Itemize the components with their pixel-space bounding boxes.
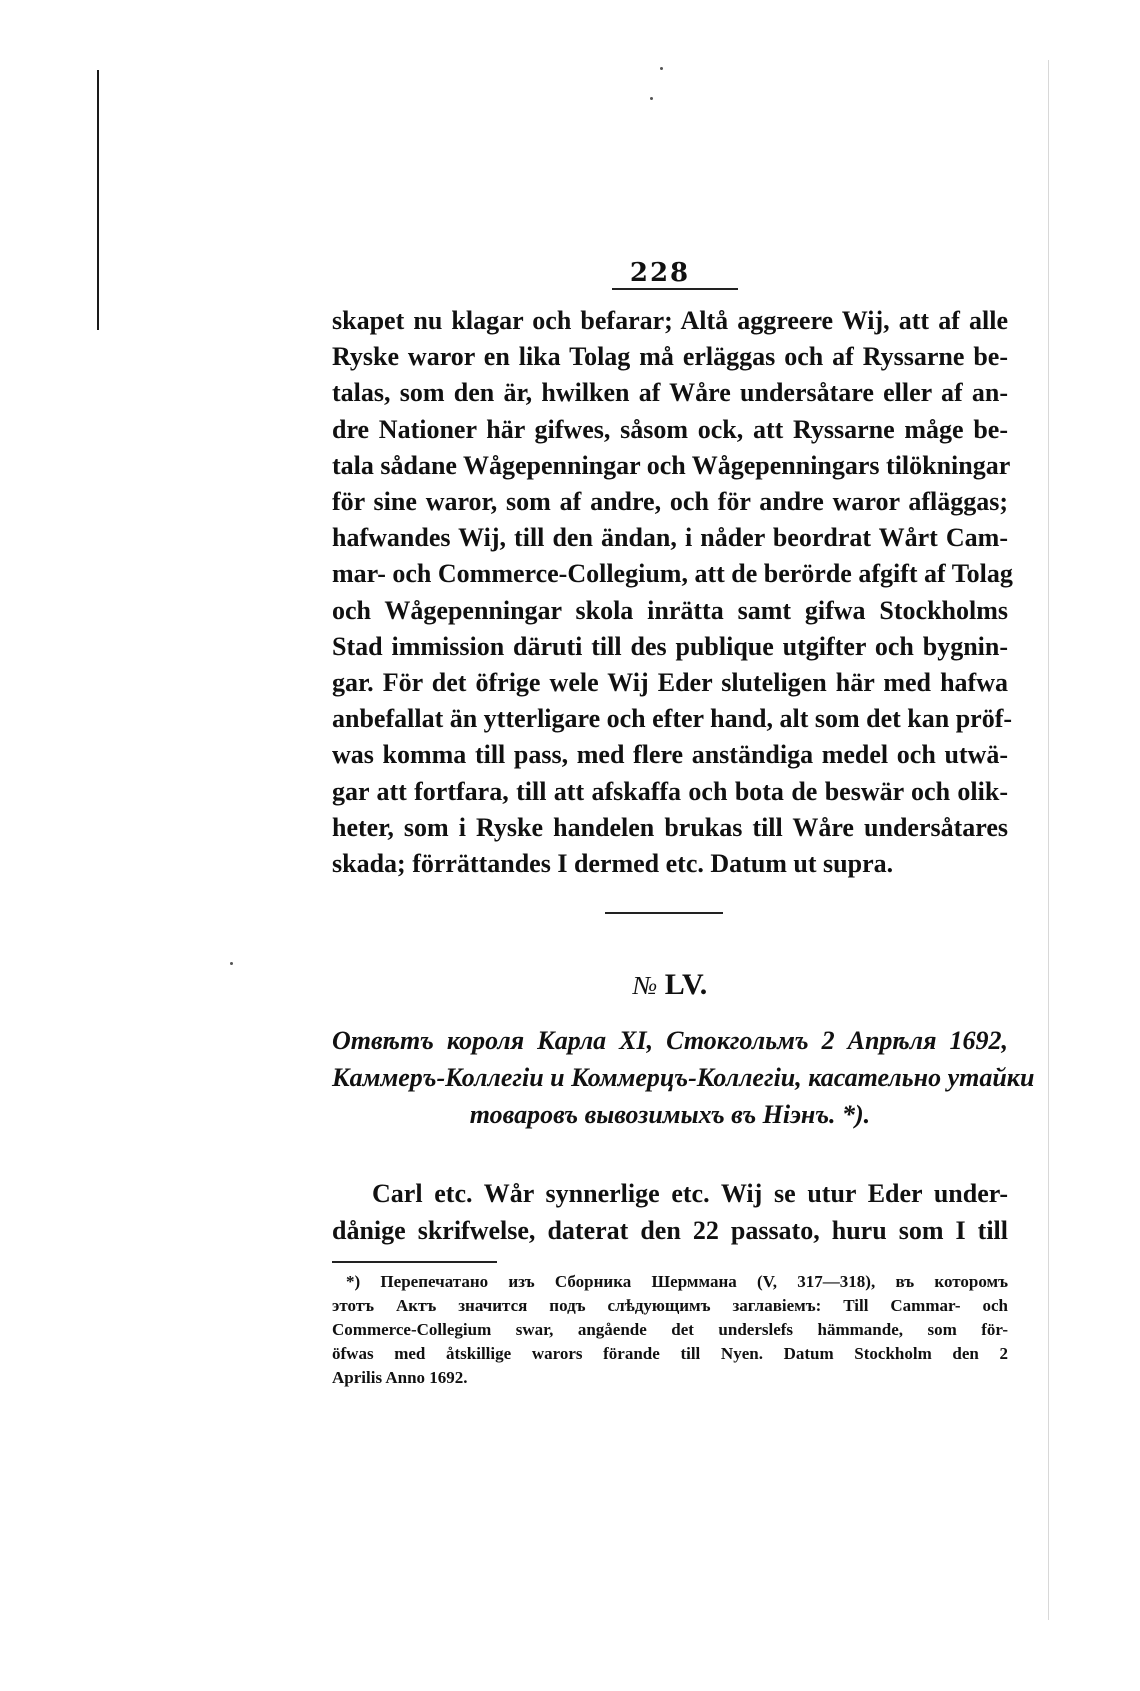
main-paragraph: [332, 303, 1013, 882]
text-line: skada; förrättandes I dermed etc. Datum ut supra.: [332, 849, 894, 879]
text-line: dre Nationer här gifwes, såsom ock, att Ryssarne måge be-: [332, 414, 1008, 444]
scan-speck: [230, 962, 233, 965]
footnote: [332, 1270, 1008, 1390]
text-line: gar att fortfara, till att afskaffa och bota de beswär och olik-: [332, 776, 1008, 806]
document-body: [332, 1175, 1008, 1249]
page-number-rule: [612, 288, 738, 290]
text-line: och Wågepenningar skola inrätta samt gifwa Stockholms: [332, 595, 1008, 625]
footnote-rule: [332, 1261, 497, 1263]
document-number-value: LV.: [664, 968, 708, 1001]
text-line: skapet nu klagar och befarar; Altå aggreere Wij, att af alle: [332, 306, 1008, 335]
text-line: Stad immission däruti till des publique utgifter och bygnin-: [332, 631, 1008, 661]
scan-edge-mark: [97, 70, 99, 330]
text-line: dånige skrifwelse, daterat den 22 passato, huru som I till: [332, 1216, 1008, 1245]
scan-speck: [660, 67, 663, 70]
number-sign: №: [632, 971, 658, 1000]
section-divider: [605, 912, 723, 914]
text-line: heter, som i Ryske handelen brukas till Wåre undersåtares: [332, 812, 1008, 842]
text-line: mar- och Commerce-Collegium, att de berörde afgift af Tolag: [332, 559, 1013, 589]
text-line: anbefallat än ytterligare och efter hand, alt som det kan pröf-: [332, 704, 1013, 734]
page-number: 228: [629, 258, 691, 288]
text-line: för sine waror, som af andre, och för andre waror afläggas;: [332, 487, 1008, 517]
text-line: tala sådane Wågepenningar och Wågepenningars tilökningar: [332, 450, 1011, 480]
text-line: talas, som den är, hwilken af Wåre undersåtare eller af an-: [332, 378, 1008, 408]
document-heading: [332, 1022, 1035, 1133]
scan-speck: [650, 97, 653, 100]
footnote-line: этотъ Актъ значится подъ слѣдующимъ заглавіемъ: Till Cammar- och: [332, 1296, 1008, 1315]
footnote-line: Commerce-Collegium swar, angående det underslefs hämmande, som för-: [332, 1320, 1008, 1339]
heading-line: Каммеръ-Коллегіи и Коммерцъ-Коллегіи, касательно утайки: [332, 1063, 1035, 1092]
footnote-line: öfwas med åtskillige warors förande till Nyen. Datum Stockholm den 2: [332, 1344, 1008, 1363]
document-number: [580, 968, 760, 1002]
heading-line: товаровъ вывозимыхъ въ Ніэнъ. *).: [469, 1100, 871, 1129]
text-line: was komma till pass, med flere anständiga medel och utwä-: [332, 740, 1008, 770]
footnote-line: *) Перепечатано изъ Сборника Шерммана (V, 317—318), въ которомъ: [346, 1272, 1008, 1291]
text-line: gar. För det öfrige wele Wij Eder sluteligen här med hafwa: [332, 668, 1008, 698]
text-line: Carl etc. Wår synnerlige etc. Wij se utur Eder under-: [372, 1179, 1008, 1208]
footnote-line: Aprilis Anno 1692.: [332, 1368, 468, 1387]
text-line: hafwandes Wij, till den ändan, i nåder beordrat Wårt Cam-: [332, 523, 1008, 553]
heading-line: Отвѣтъ короля Карла XI, Стокгольмъ 2 Апрѣля 1692,: [332, 1026, 1008, 1055]
text-line: Ryske waror en lika Tolag må erläggas och af Ryssarne be-: [332, 342, 1008, 372]
scan-gutter-line: [1048, 60, 1049, 1620]
